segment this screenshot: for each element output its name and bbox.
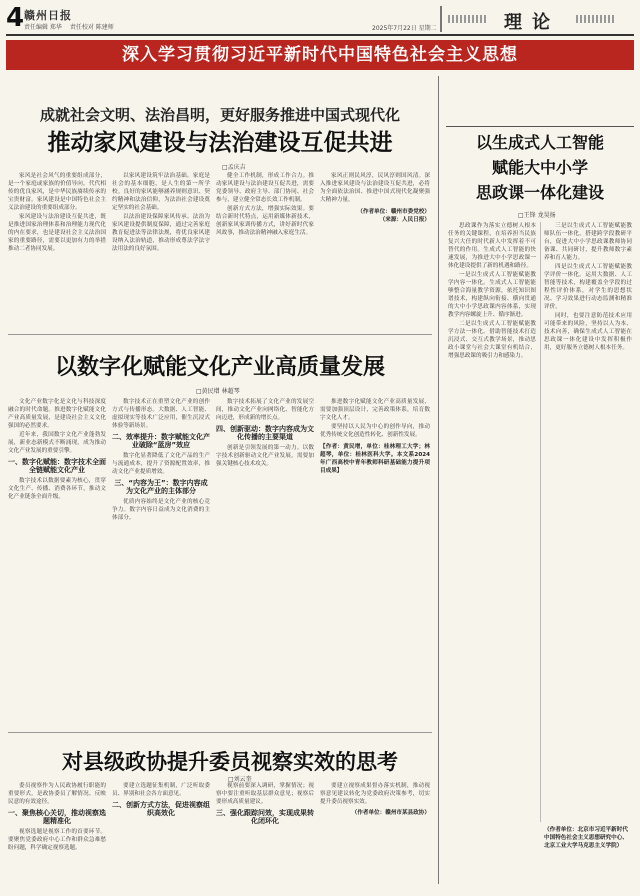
section-title: 理论 — [504, 12, 560, 33]
sidebar-divider — [438, 76, 439, 884]
sidebar-title — [452, 130, 628, 205]
article3-title: 对县级政协提升委员视察实效的思考 — [62, 750, 398, 774]
paragraph: 委员视察作为人民政协履行职能的重要形式，是政协委员了解情况、反映民意的有效途径。 — [8, 783, 106, 805]
paragraph: 健全工作机制，形成工作合力。推动家风建设与法治建设互促共进，需要党委领导、政府主导、部门协同、社会参与，建立健全常态长效工作机制。 — [216, 173, 314, 203]
article3-subhead-3: 三、强化跟踪问效，实现成果转化闭环化 — [216, 809, 314, 825]
sidebar-title-line: 赋能大中小学 — [491, 158, 588, 177]
sidebar-byline: □王锋 龙昊扬 — [518, 212, 556, 219]
article2-byline: □黄民增 林超琴 — [196, 388, 240, 395]
article1-kicker: 成就社会文明、法治昌明，更好服务推进中国式现代化 — [39, 106, 400, 124]
article1-column-1 — [8, 172, 106, 322]
paragraph: 数字化显著降低了文化产品的生产与流通成本，提升了资源配置效率，推动文化产业提质增效。 — [112, 453, 210, 475]
section-header — [440, 6, 622, 32]
sidebar-column-divider — [540, 222, 541, 822]
article1-column-4 — [320, 172, 430, 322]
sidebar-author-note: （作者单位：北京市习近平新时代中国特色社会主义思想研究中心、北京工业大学马克思主义学院） — [544, 827, 628, 849]
paragraph: 数字技术拓展了文化产业的发展空间，推动文化产业向网络化、智能化方向迈进，形成新的增长点。 — [216, 399, 314, 421]
article3-column-3 — [216, 782, 314, 886]
article1-column-3 — [216, 172, 314, 322]
paragraph: 推进数字化赋能文化产业高质量发展，需要加强顶层设计，完善政策体系，培育数字文化人才。 — [320, 399, 430, 421]
article2-column-3 — [216, 398, 314, 722]
article3-column-1 — [8, 782, 106, 886]
paragraph: 视察选题是视察工作的首要环节。要聚焦党委政府中心工作和群众急难愁盼问题，科学确定视察选题。 — [8, 829, 106, 851]
article1-author-note: （作者单位：赣州市委党校） — [357, 209, 430, 215]
article2-column-2 — [112, 398, 210, 722]
editors-line — [24, 22, 120, 31]
sidebar-column-2 — [544, 222, 632, 822]
section-divider-2 — [8, 732, 432, 733]
paragraph: 以法治建设保障家风传承。法治为家风建设提供制度保障，通过完善家庭教育促进法等法律法规，将优良家风建设纳入法治轨道，推动形成尊法学法守法用法的良好氛围。 — [112, 214, 210, 252]
section-decor-right — [576, 15, 616, 23]
section-divider-1 — [8, 334, 432, 335]
article2-author-note: 【作者：黄民增，单位：桂林理工大学；林超琴，单位：桂林医科大学。本文系2024年广西高校中青年教师科研基础能力提升项目成果】 — [320, 444, 430, 474]
issue-date: 2025年7月22日 星期二 — [372, 25, 437, 32]
paragraph: 以家风建设筑牢法治基础。家庭是社会的基本细胞，是人生的第一所学校。良好的家风能够涵养规则意识、契约精神和法治信仰，为法治社会建设奠定坚实的社会基础。 — [112, 173, 210, 211]
paper-name: 赣州日报 — [24, 9, 72, 22]
article3-subhead-1: 一、聚焦核心关切，推动视察选题精准化 — [8, 809, 106, 825]
paragraph: 家风正则民风淳，民风淳则国风清。深入推进家风建设与法治建设互促共进，必将为全面依法治国、推进中国式现代化凝聚强大精神力量。 — [320, 173, 430, 203]
article2-column-1 — [8, 398, 106, 722]
paragraph: 二是以生成式人工智能赋能教学方法一体化。借助智能技术打造沉浸式、交互式教学场景，推动思政小课堂与社会大课堂有机结合，增强思政课的吸引力和感染力。 — [448, 321, 536, 359]
paragraph: 数字技术以数据要素为核心，贯穿文化生产、传播、消费各环节，推动文化产业链条全面升级。 — [8, 478, 106, 500]
paragraph: 近年来，我国数字文化产业蓬勃发展，新业态新模式不断涌现，成为推动文化产业发展的重要引擎。 — [8, 432, 106, 454]
paragraph: 优质内容始终是文化产业的核心竞争力。数字内容日益成为文化消费的主体部分。 — [112, 499, 210, 521]
paragraph: 四是以生成式人工智能赋能教学评价一体化。运用大数据、人工智能等技术，构建覆盖全学段的过程性评价体系，对学生的思想状况、学习效果进行动态监测和精准评价。 — [544, 264, 632, 310]
article1-source: （来源：人民日报） — [379, 217, 430, 223]
paragraph: 数字技术正在重塑文化产业的创作方式与传播形态。大数据、人工智能、虚拟现实等技术广泛应用，催生沉浸式体验等新场景。 — [112, 399, 210, 429]
sidebar-title-line: 思政课一体化建设 — [475, 183, 604, 202]
theme-banner: 深入学习贯彻习近平新时代中国特色社会主义思想 — [6, 40, 634, 70]
paragraph: 家风建设与法治建设互促共进，既是推进国家治理体系和治理能力现代化的内在要求，也是建设社会主义法治国家的重要路径，需要以更加有力的举措推动二者协同发展。 — [8, 214, 106, 252]
paragraph: 三是以生成式人工智能赋能教师队伍一体化。搭建跨学段教研平台，促进大中小学思政课教师协同备课、共同研讨，提升教师数字素养和育人能力。 — [544, 223, 632, 261]
paragraph: 一是以生成式人工智能赋能教学内容一体化。生成式人工智能能够整合海量教学资源，依托知识图谱技术，构建纵向衔接、横向贯通的大中小学思政课内容体系，实现教学内容螺旋上升、循序渐进。 — [448, 272, 536, 318]
article2-title: 以数字化赋能文化产业高质量发展 — [54, 355, 385, 380]
paragraph: 视察前要深入调研，掌握情况；视察中要注重听取基层群众意见；视察后要形成高质量建议。 — [216, 783, 314, 805]
paragraph: 创新方式方法，增强实际效果。要结合新时代特点，运用新媒体新技术，创新家风家训传播方式，讲好新时代家风故事，推动法治精神融入家庭生活。 — [216, 206, 314, 236]
article2-subhead-1: 一、数字化赋能：数字技术全面全链赋能文化产业 — [8, 458, 106, 474]
editor-1: 责任编辑 郑华 — [24, 24, 62, 31]
sidebar-title-line: 以生成式人工智能 — [475, 133, 604, 152]
article3-byline: □刘云奎 — [228, 776, 252, 783]
page-number: 4 — [6, 3, 25, 33]
article2-column-4 — [320, 398, 430, 722]
article1-column-2 — [112, 172, 210, 322]
paragraph: 要坚持以人民为中心的创作导向，推动优秀传统文化创造性转化、创新性发展。 — [320, 424, 430, 438]
article1-title: 推动家风建设与法治建设互促共进 — [47, 130, 393, 156]
sidebar-top-rule — [446, 126, 634, 127]
editor-2: 责任校对 陈建师 — [69, 24, 114, 31]
article3-author-note: （作者单位：赣州市某县政协） — [351, 810, 430, 816]
header-rule — [6, 34, 634, 36]
paragraph: 思政课作为落实立德树人根本任务的关键课程，在培养担当民族复兴大任的时代新人中发挥着不可替代的作用。生成式人工智能的快速发展，为推进大中小学思政课一体化建设提供了新的机遇和路径。 — [448, 223, 536, 269]
article2-subhead-4: 四、创新驱动：数字内容成为文化传播的主要渠道 — [216, 425, 314, 441]
article2-subhead-3: 三、“内容为王”：数字内容成为文化产业的主体部分 — [114, 479, 208, 495]
paragraph: 要建立选题征集机制，广泛听取委员、界别和社会各方面意见。 — [112, 783, 210, 797]
section-decor-left — [448, 15, 488, 23]
article2-subhead-2: 二、效率提升：数字赋能文化产业破除“蓝房”效应 — [112, 433, 210, 449]
paragraph: 家风是社会风气的重要组成部分，是一个家庭或家族的价值导向。代代相传的优良家风，是中华民族赓续传承的宝贵财富。家风建设是中国特色社会主义法治建设的重要组成部分。 — [8, 173, 106, 211]
paragraph: 同时，也要注意防范技术应用可能带来的风险，坚持以人为本、技术向善，确保生成式人工智能在思政课一体化建设中发挥积极作用，更好服务立德树人根本任务。 — [544, 313, 632, 351]
paragraph: 要建立视察成果督办落实机制，推动视察意见建议转化为党委政府决策参考，切实提升委员视察实效。 — [320, 783, 430, 805]
paragraph: 创新是引领发展的第一动力。以数字技术创新驱动文化产业发展，需要加强关键核心技术攻关。 — [216, 445, 314, 467]
sidebar-column-1 — [448, 222, 536, 882]
article3-column-4 — [320, 782, 430, 886]
paragraph: 文化产业数字化是文化与科技深度融合的时代命题。推进数字化赋能文化产业高质量发展，是建设社会主义文化强国的必然要求。 — [8, 399, 106, 429]
article1-byline: □孟庆吉 — [222, 164, 246, 171]
article3-subhead-2: 二、创新方式方法，促进视察组织高效化 — [112, 801, 210, 817]
article3-column-2 — [112, 782, 210, 886]
